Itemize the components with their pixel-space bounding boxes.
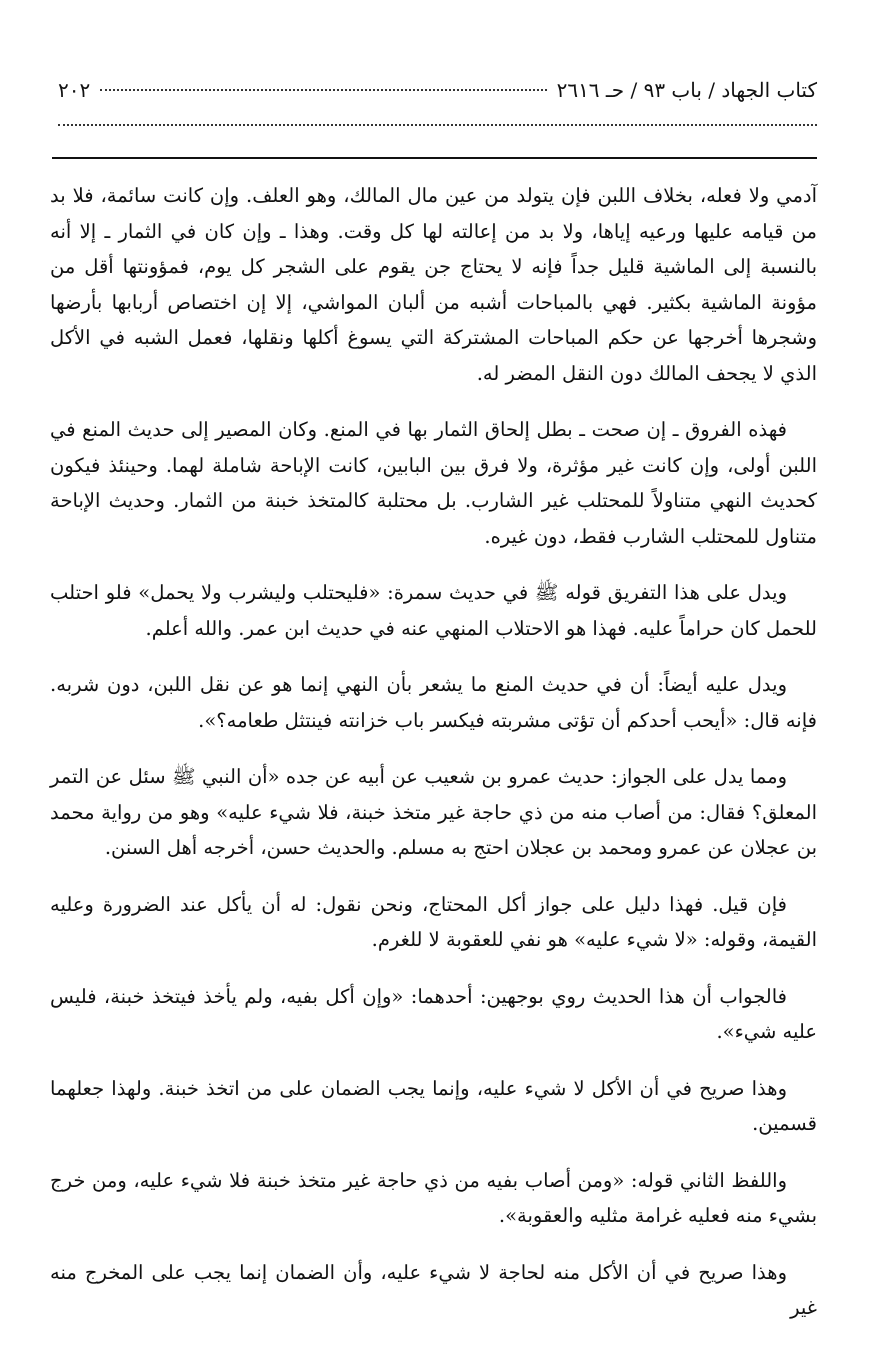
paragraph: فالجواب أن هذا الحديث روي بوجهين: أحدهما: «وإن أكل بفيه، ولم يأخذ فيتخذ خبنة، فليس عليه شيء». xyxy=(50,984,817,1043)
dotted-separator xyxy=(58,124,817,126)
paragraph: آدمي ولا فعله، بخلاف اللبن فإن يتولد من عين مال المالك، وهو العلف. وإن كانت سائمة، فلا بد من قيامه عليها ورعيه إياها، ولا بد من إعالته لها كل وقت. وهذا ـ وإن كان في الثمار ـ إلا أنه بالنسبة إلى الماشية قليل جداً فإنه لا يحتاج جن يقوم على الشجر كل يوم، فمؤونتها أقل من مؤونة الماشية بكثير. فهي بالمباحات أشبه من ألبان المواشي، إلا إن اختصاص أربابها بأرضها وشجرها أخرجها عن حكم المباحات المشتركة التي يسوغ أكلها ونقلها، فعمل الشبه في الأكل الذي لا يجحف المالك دون النقل المضر له. xyxy=(50,184,817,385)
paragraph: وهذا صريح في أن الأكل منه لحاجة لا شيء عليه، وأن الضمان إنما يجب على المخرج منه غير xyxy=(50,1260,817,1319)
paragraph: وهذا صريح في أن الأكل لا شيء عليه، وإنما يجب الضمان على من اتخذ خبنة. ولهذا جعلهما قسمين. xyxy=(50,1076,817,1135)
paragraph: ويدل عليه أيضاً: أن في حديث المنع ما يشعر بأن النهي إنما هو عن نقل اللبن، دون شربه. فإنه قال: «أيحب أحدكم أن تؤتى مشربته فيكسر باب خزانته فينتثل طعامه؟». xyxy=(50,673,817,732)
running-header xyxy=(58,78,817,102)
header-rule xyxy=(52,157,817,159)
header-dot-leader xyxy=(100,89,546,91)
header-title: كتاب الجهاد / باب ٩٣ / حـ ٢٦١٦ xyxy=(556,78,817,102)
paragraph: ومما يدل على الجواز: حديث عمرو بن شعيب عن أبيه عن جده «أن النبي ﷺ سئل عن التمر المعلق؟ فقال: من أصاب منه من ذي حاجة غير متخذ خبنة، فلا شيء عليه» وهو من رواية محمد بن عجلان عن عمرو ومحمد بن عجلان احتج به مسلم. والحديث حسن، أخرجه أهل السنن. xyxy=(50,765,817,859)
paragraph: فهذه الفروق ـ إن صحت ـ بطل إلحاق الثمار بها في المنع. وكان المصير إلى حديث المنع في اللبن أولى، وإن كانت غير مؤثرة، ولا فرق بين البابين، كانت الإباحة شاملة لهما. وحينئذ فيكون كحديث النهي متناولاً للمحتلب غير الشارب. بل محتلبة كالمتخذ خبنة من الثمار. وحديث الإباحة متناول للمحتلب الشارب فقط، دون غيره. xyxy=(50,418,817,548)
paragraph: ويدل على هذا التفريق قوله ﷺ في حديث سمرة: «فليحتلب وليشرب ولا يحمل» فلو احتلب للحمل كان حراماً عليه. فهذا هو الاحتلاب المنهي عنه في حديث ابن عمر. والله أعلم. xyxy=(50,581,817,640)
page-number: ٢٠٢ xyxy=(58,78,91,102)
paragraph: فإن قيل. فهذا دليل على جواز أكل المحتاج، ونحن نقول: له أن يأكل عند الضرورة وعليه القيمة، وقوله: «لا شيء عليه» هو نفي للعقوبة لا للغرم. xyxy=(50,892,817,951)
paragraph: واللفظ الثاني قوله: «ومن أصاب بفيه من ذي حاجة غير متخذ خبنة فلا شيء عليه، ومن خرج بشيء منه فعليه غرامة مثليه والعقوبة». xyxy=(50,1168,817,1227)
body-text xyxy=(50,178,817,1347)
